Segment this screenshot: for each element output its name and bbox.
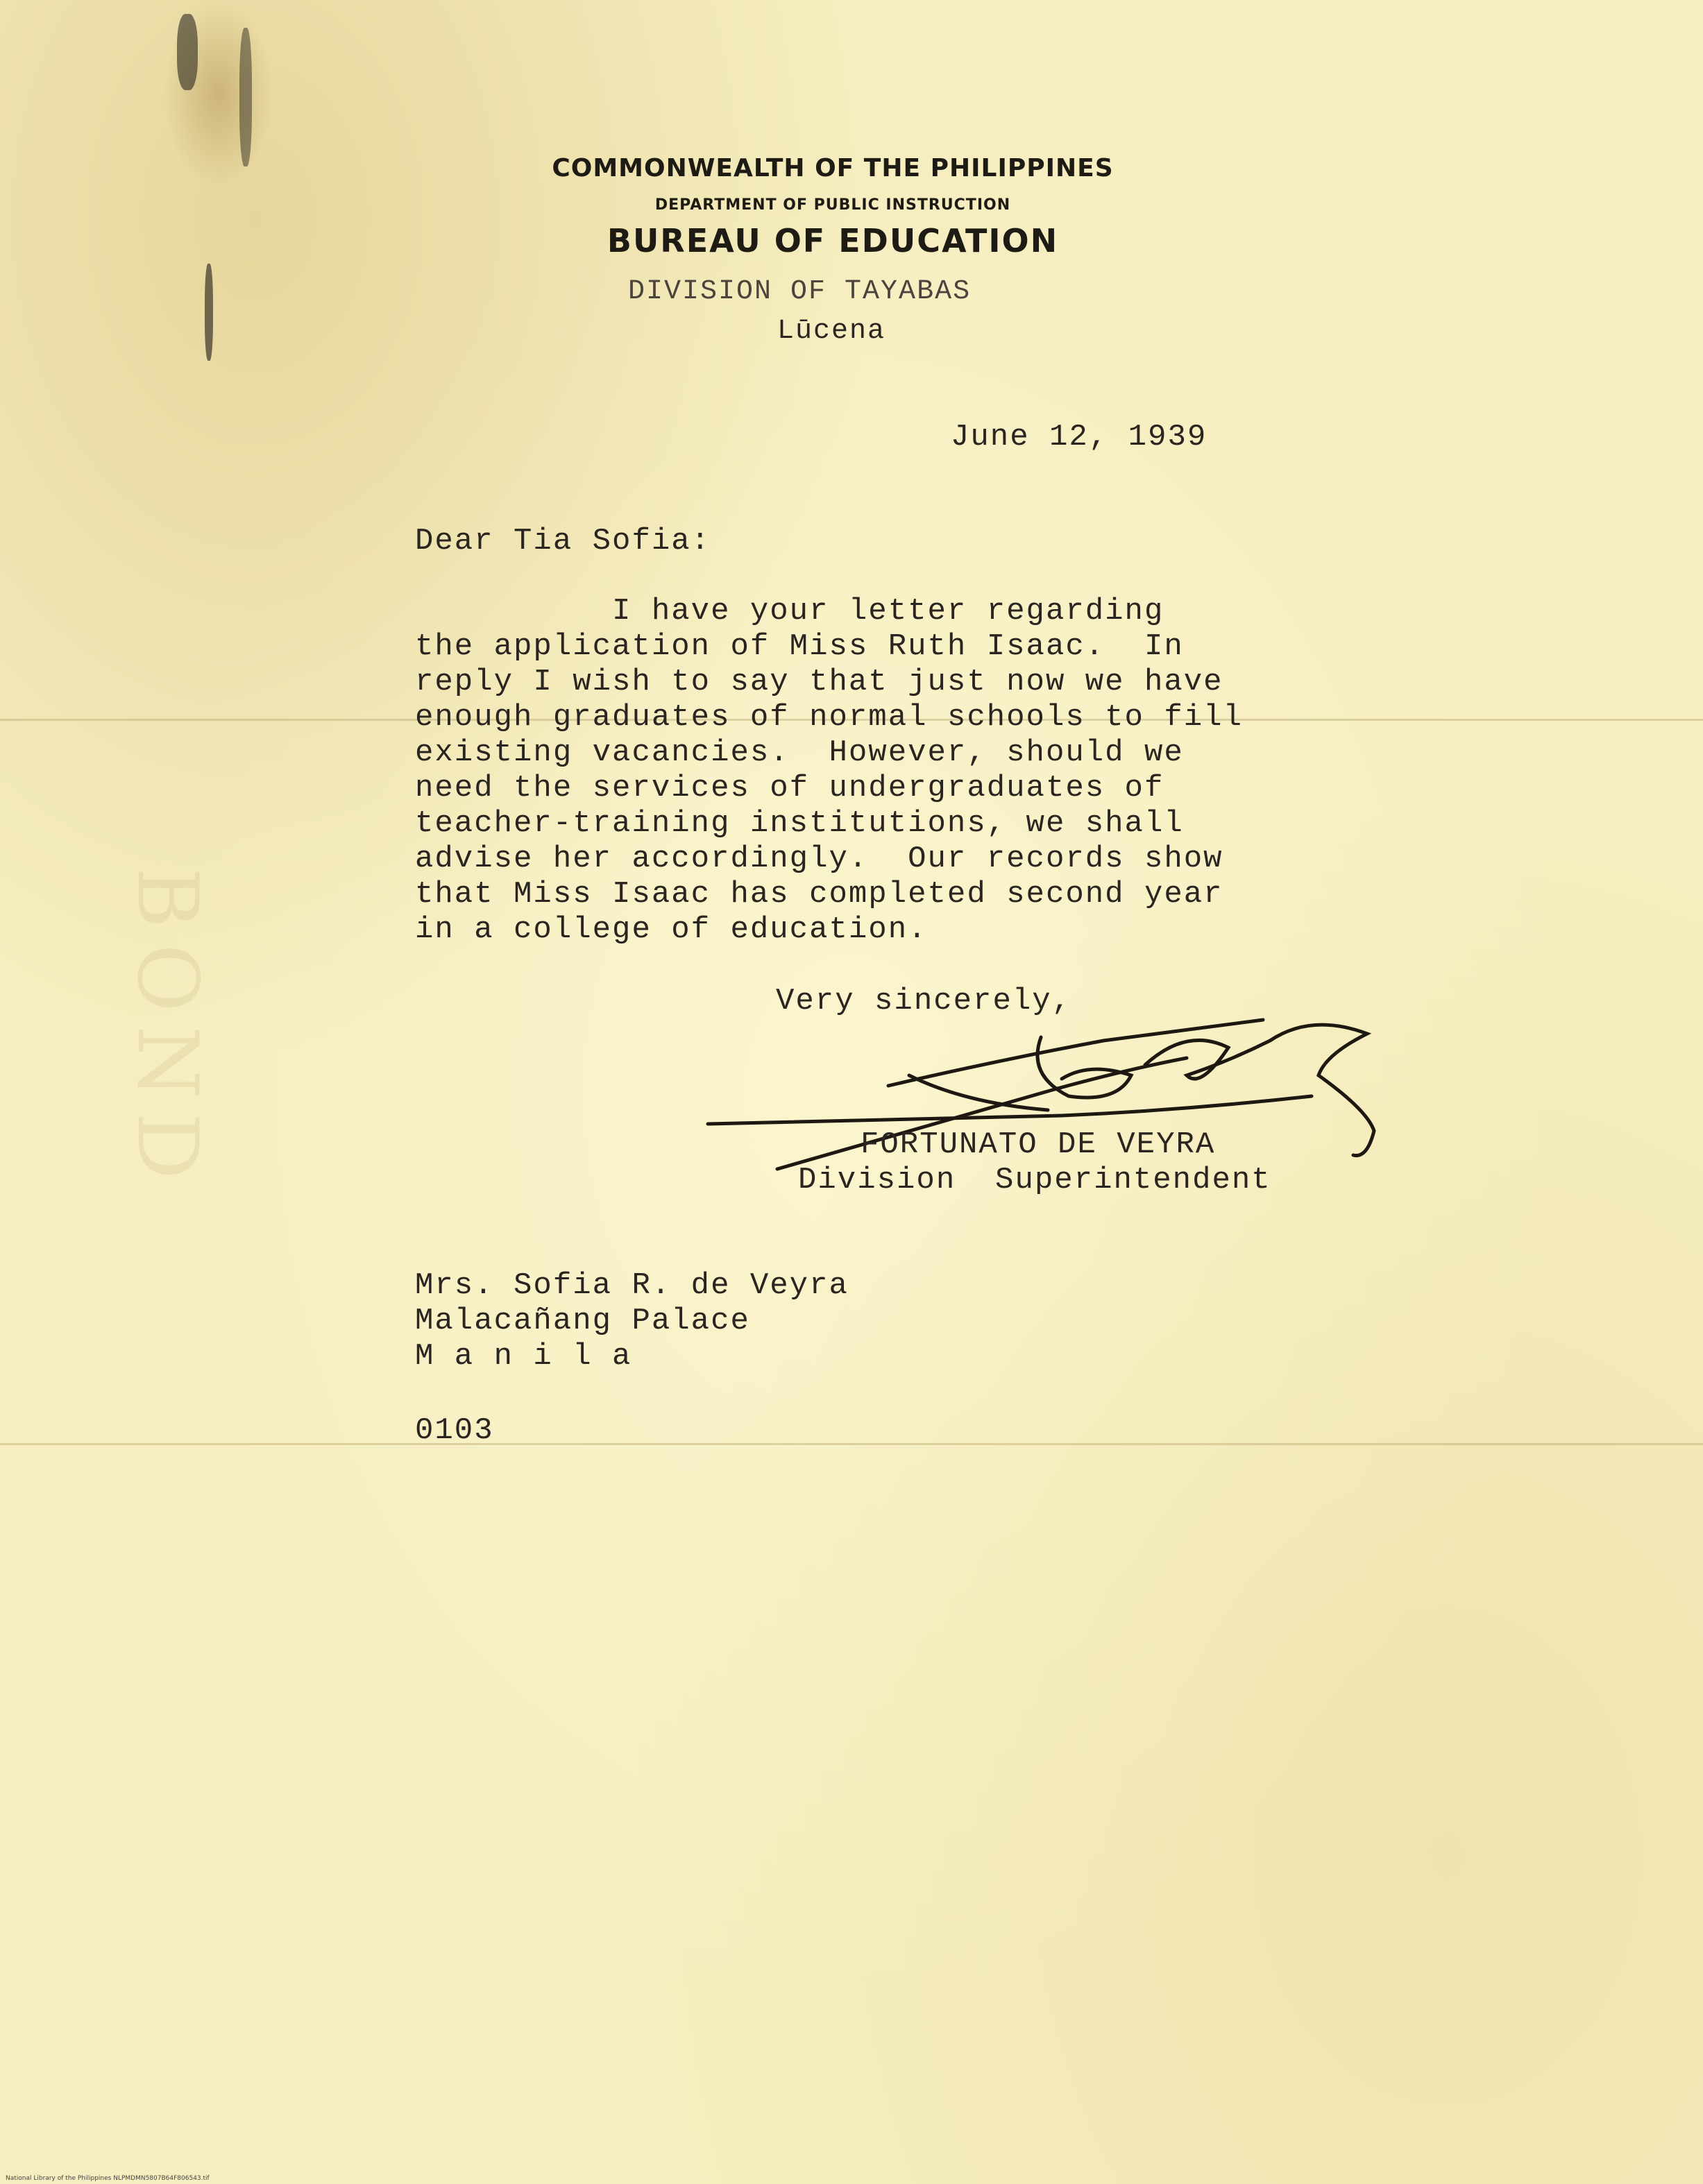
body-line: the application of Miss Ruth Isaac. In [415,629,1184,664]
body-line: reply I wish to say that just now we have [415,665,1223,699]
letterhead-division: DIVISION OF TAYABAS [628,276,972,307]
body-line: enough graduates of normal schools to fill [415,700,1243,735]
bond-watermark: BOND [119,867,215,1193]
letter-body [415,594,1243,948]
reference-number: 0103 [415,1413,494,1448]
addressee-block [415,1268,849,1374]
ink-smudge [177,14,198,90]
signer-name: FORTUNATO DE VEYRA [861,1127,1216,1162]
letterhead-department: DEPARTMENT OF PUBLIC INSTRUCTION [654,196,1011,214]
body-line: that Miss Isaac has completed second year [415,877,1223,912]
signer-title: Division Superintendent [798,1163,1271,1197]
body-line: I have your letter regarding [415,594,1164,629]
body-line: existing vacancies. However, should we [415,735,1184,770]
paper-fold-line [0,1443,1703,1445]
addressee-line: M a n i l a [415,1339,632,1374]
addressee-line: Malacañang Palace [415,1304,750,1338]
closing: Very sincerely, [776,984,1072,1018]
body-line: teacher-training institutions, we shall [415,806,1184,841]
letter-date: June 12, 1939 [951,420,1208,454]
letterhead-city: Lūcena [777,316,886,347]
body-line: need the services of undergraduates of [415,771,1164,805]
archive-footer: National Library of the Philippines NLPMDMN5807B64F806543.tif [6,2175,210,2182]
body-line: advise her accordingly. Our records show [415,842,1223,876]
letterhead-commonwealth: COMMONWEALTH OF THE PHILIPPINES [552,154,1114,182]
ink-smudge [239,28,252,167]
ink-smudge [205,264,213,361]
body-line: in a college of education. [415,912,928,947]
salutation: Dear Tia Sofia: [415,524,711,558]
letterhead-bureau: BUREAU OF EDUCATION [607,222,1059,259]
addressee-line: Mrs. Sofia R. de Veyra [415,1268,849,1303]
